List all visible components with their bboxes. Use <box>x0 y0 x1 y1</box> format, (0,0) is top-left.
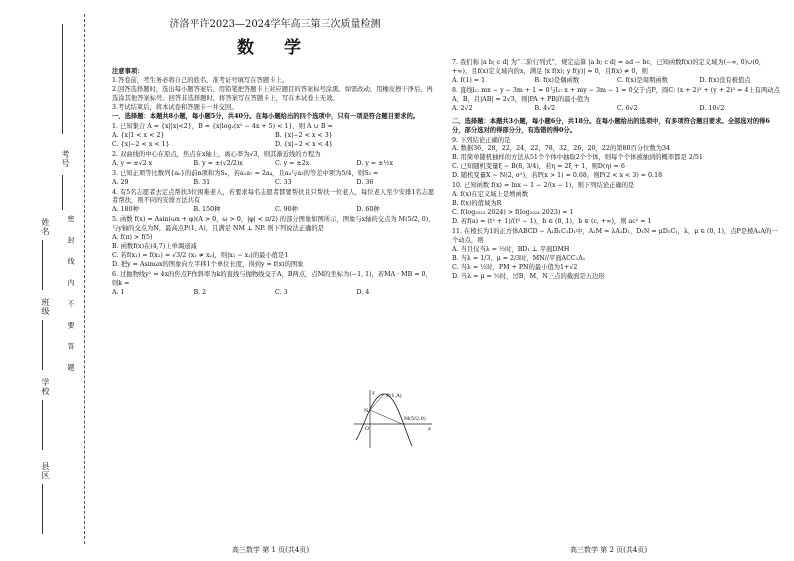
question-stem: 7. 我们称 |a b; c d| 为“二阶行列式”，规定运算 |a b; c d| = ad − bc，已知函数f(x)的定义域为(−∞, 0)∪(0, +∞)，且f(x)定义域内的x，满足 |x f(x); y f(y)| = 0，且f(x) ≠ 0，则 <box>452 59 761 75</box>
page-1-column <box>112 6 438 298</box>
option: B. {x|−2 < x < 3} <box>275 131 333 139</box>
question-stem: 6. 过抛物线y² = 4x的焦点F作斜率为k的直线与抛物线交于A，B两点，点M的坐标为(−1, 1)，若MA · MB = 0，则k = <box>112 270 432 287</box>
option: B. 150种 <box>193 206 221 214</box>
question <box>452 228 782 282</box>
label-m: M(5/2,0) <box>404 416 426 422</box>
question-options <box>112 289 438 298</box>
line-banji <box>42 320 43 370</box>
option: B. 31 <box>193 178 211 186</box>
question <box>452 59 782 86</box>
option: C. 33 <box>275 178 292 186</box>
question-stem: 1. 已知集合 A = {x||x|<2}，B = {x|log₂(x² − 4x + 5) < 1}，则 A ∪ B = <box>112 122 333 130</box>
option: A. 2√2 <box>452 104 473 112</box>
notes-heading: 注意事项： <box>112 68 144 76</box>
option: D. 当λ = μ = ½时，过B，M，N三点的截面是五边形 <box>452 272 605 280</box>
question-options <box>452 77 782 86</box>
option: C. y = ±2x <box>275 159 310 167</box>
option: D. f(x)没有极值点 <box>699 76 751 84</box>
page-2-column <box>452 58 782 282</box>
question <box>452 182 782 227</box>
segment-nm <box>370 410 402 424</box>
question <box>112 271 438 298</box>
question-options <box>112 179 438 188</box>
questions-right <box>452 59 782 114</box>
option: C. 若f(x₁) = f(x₂) = √3/2 (x₁ ≠ x₂)，则|x₁ − x₂|的最小值是1 <box>112 252 289 260</box>
question <box>112 123 438 150</box>
questions-right-2 <box>452 137 782 282</box>
question <box>112 170 438 188</box>
option: B. 函数f(x)在(4,7)上单调递减 <box>112 243 197 251</box>
question-stem: 5. 函数 f(x) = Asin(ωx + φ)(A > 0，ω > 0，|φ| < π/2) 的部分图象如图所示，图象与x轴的交点为 M(5/2, 0)，与y轴的交点为N，最高点P(1, A)，且满足 NM ⊥ NP. 则下列说法正确的是 <box>112 216 435 233</box>
q5-graph <box>350 388 434 450</box>
label-xianqu: 县区 <box>41 462 50 480</box>
label-xuexiao: 学校 <box>41 378 50 396</box>
question-options <box>452 105 782 114</box>
option: D. 随机变量X ~ N(2, σ²)，若P(x > 1) = 0.68，则P(2 < x < 3) = 0.18 <box>452 172 663 180</box>
seal-text: 密 封 线 内 不 要 答 题 <box>67 215 75 377</box>
option: B. 2 <box>193 288 207 296</box>
label-xingming: 姓名 <box>41 218 50 236</box>
question <box>112 189 438 216</box>
question-options <box>452 191 782 227</box>
option: D. {x|−2 < x < 4} <box>275 140 333 148</box>
option: D. y = ±½x <box>356 159 394 167</box>
note-item: 3.考试结束后，将本试卷和答题卡一并交回。 <box>112 104 238 112</box>
note-item: 1.答卷前，考生务必将自己的姓名、准考证号填写在答题卡上。 <box>112 77 289 85</box>
line-xianqu <box>42 484 43 534</box>
label-x: x <box>428 426 431 432</box>
exam-subject: 数 学 <box>237 38 313 59</box>
option: B. f(x)是偶函数 <box>534 76 580 84</box>
option: B. y = ±(√2/2)x <box>193 159 243 167</box>
label-kaohao: 考号 <box>61 150 70 168</box>
footer-left: 高三数学 第 1 页(共4页) <box>232 546 310 554</box>
question-options <box>452 246 782 282</box>
line-xuexiao <box>42 400 43 450</box>
section-1-heading: 一、选择题：本题共8小题，每小题5分，共40分。在每小题给出的四个选项中，只有一项是符合题目要求的。 <box>112 113 420 120</box>
question <box>452 137 782 182</box>
question <box>112 151 438 169</box>
option: A. 当且仅当λ = ½时，BD₁ ⊥ 平面DMH <box>452 245 570 253</box>
footer-right: 高三数学 第 2 页(共4页) <box>570 546 648 554</box>
questions-left <box>112 123 438 298</box>
option: A. f(1) = 1 <box>452 76 486 84</box>
option: D. 若f(a) = (t² + 1)/(t² − 1)，b ∈ (0, 1)，b ∈ (c, +∞)，则 ac² = 1 <box>452 217 652 225</box>
exam-title: 济洛平许2023—2024学年高三第三次质量检测 <box>169 19 381 30</box>
option: A. f(π) > f(5) <box>112 234 153 242</box>
question-stem: 8. 直线l₁: mx − y − 3m + 1 = 0与l₂: x + my − 3m − 1 = 0交于点P，圆C: (x + 2)² + (y + 2)² = 4上有两动点A，B，且|AB| = 2√3，则|PA + PB|的最小值为 <box>452 86 780 103</box>
label-o: O <box>365 426 370 432</box>
segment-np <box>370 394 384 410</box>
question-stem: 10. 已知函数 f(x) = lnx − 1 − 2/(x − 1)，则下列结论正确的是 <box>452 182 635 190</box>
option: A. 180种 <box>112 206 139 214</box>
option: D. 10√2 <box>699 104 725 112</box>
option: A. f(x)在定义域上是增函数 <box>452 191 529 199</box>
option: C. 6√2 <box>617 104 638 112</box>
question-stem: 3. 已知正项等比数列{aₙ}的前n项和为Sₙ，若a₁a₇ = 2a₄，且a₄与a₅的等差中项为5/4，则S₅ = <box>112 169 379 177</box>
option: D. 36 <box>356 178 374 186</box>
label-p: P(1,A) <box>386 393 402 399</box>
question-options <box>112 160 438 169</box>
option: D. 60种 <box>356 206 380 214</box>
question-stem: 11. 在棱长为1的正方体ABCD − A₁B₁C₁D₁中，A₁M = λA₁D₁，D₁N = μD₁C₁，λ，μ ∈ (0, 1)，点P是棱A₁A的一个动点，则 <box>452 227 778 244</box>
option: A. y = ±√2 x <box>112 159 153 167</box>
option: B. f(x)的值域为R <box>452 200 502 208</box>
line-xingming <box>42 240 43 290</box>
option: C. 已知随机变量ξ ~ B(8, 3/4)，若η = 2ξ + 1，则D(η) = 6 <box>452 163 625 171</box>
question-stem: 9. 下列结论正确的是 <box>452 136 511 144</box>
option: C. 90种 <box>275 206 298 214</box>
line-kaohao2 <box>62 175 63 210</box>
question-stem: 4. 有5名志愿者去定点帮扶3位困难老人，若要求每名志愿者都要帮扶且只帮扶一位老人，每位老人至少安排1名志愿者帮扶，则不同的安排方法共有 <box>112 188 435 205</box>
question <box>452 87 782 114</box>
option: A. {x|1 < x < 2} <box>112 131 165 139</box>
option: A. 29 <box>112 178 129 186</box>
question <box>112 216 438 270</box>
option: B. 4√2 <box>534 104 556 112</box>
label-n: N <box>364 408 369 414</box>
label-banji: 班级 <box>41 298 50 316</box>
label-y: y <box>372 390 375 396</box>
seal-dashed-line <box>84 14 85 544</box>
question-options <box>112 132 438 150</box>
option: C. f(x)是周期函数 <box>617 76 668 84</box>
option: C. 当λ = ½时，PM + PN的最小值为1+√2 <box>452 263 578 271</box>
option: A. 1 <box>112 288 125 296</box>
note-item: 2.回答选择题时，选出每小题答案后，用铅笔把答题卡上对应题目的答案标号涂黑。如需改动，用橡皮擦干净后，再选涂其他答案标号。回答非选择题时，将答案写在答题卡上，写在本试卷上无效。 <box>112 86 433 103</box>
binding-margin <box>0 0 92 561</box>
question-options <box>452 145 782 181</box>
question-options <box>112 234 438 270</box>
line-kaohao <box>62 24 63 134</box>
option: A. 数据36，28，22，24，22，78，32，26，20，22的第80百分位数为34 <box>452 145 671 153</box>
option: C. 3 <box>275 288 288 296</box>
option: B. 当λ = 1/3，μ = 2/3时，MN//平面ACC₁A₁ <box>452 254 586 262</box>
question-options <box>112 206 438 215</box>
option: B. 用简单随机抽样的方法从51个个体中抽取2个个体，则每个个体被抽到的概率都是 2/51 <box>452 154 703 162</box>
question-stem: 2. 双曲线的中心在原点，焦点在x轴上，离心率为√3，则其渐近线的方程为 <box>112 150 321 158</box>
option: D. 4 <box>356 288 370 296</box>
option: D. 把y = Asinωx的图象向左平移1个单位长度，得到y = f(x)的图象 <box>112 261 304 268</box>
option: C. {x|−2 < x < 1} <box>112 140 170 148</box>
option: C. f(log₂₀₂₃ 2024) > f(log₂₀₂₄ 2023) = 1 <box>452 209 574 216</box>
section-2-heading: 二、选择题：本题共3小题，每小题6分，共18分。在每小题给出的选项中，有多项符合题目要求。全部选对的得6分，部分选对的得部分分，有选错的得0分。 <box>452 117 770 134</box>
